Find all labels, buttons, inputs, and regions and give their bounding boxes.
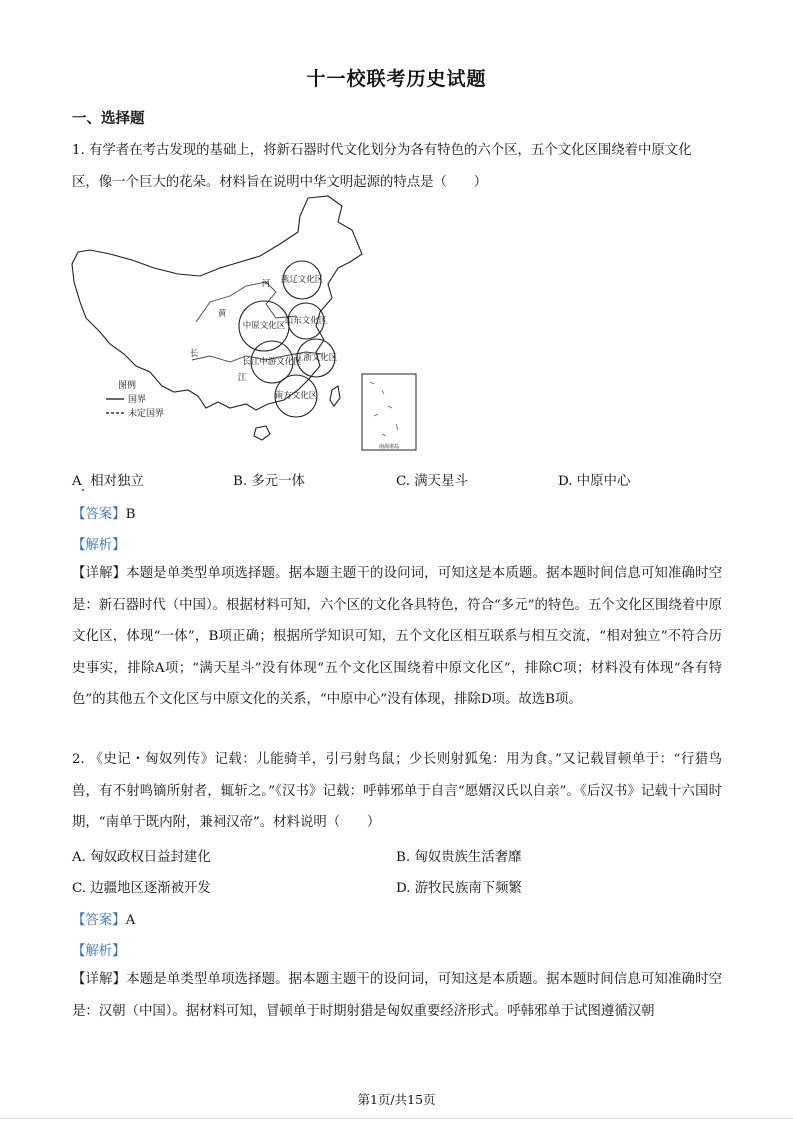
legend-border: 国界 [128, 395, 147, 405]
map-label-shandong: 山东文化区 [284, 316, 328, 326]
q1-detail-text: 本题是单类型单项选择题。据本题主题干的设问词，可知这是本质题。据本题时间信息可知准确时空是：新石器时代（中国）。根据材料可知，六个区的文化各具特色，符合“多元”的特色。五个文化区围绕着中原文化区，体现“一体”，B项正确；根据所学知识可知，五个文化区相互联系与相互交流，“相对独立”不符合历史事实，排除A项；“满天星斗”没有体现“五个文化区围绕着中原文化区”，排除C项；材料没有体现“各有特色”的其他五个文化区与中原文化的关系，“中原中心”没有体现，排除D项。故选B项。 [72, 566, 723, 707]
q2-option-d-letter: D. [396, 881, 411, 896]
q1-option-d [558, 470, 630, 489]
q2-detail-text: 本题是单类型单项选择题。据本题主题干的设问词，可知这是本质题。据本题时间信息可知准确时空是：汉朝（中国）。据材料可知，冒顿单于时期射猎是匈奴重要经济形式。呼韩邪单于试图遵循汉朝 [72, 972, 723, 1019]
q1-analysis-label: 【解析】 [72, 538, 126, 553]
footer-rule [0, 1118, 793, 1119]
inset-frame [362, 374, 416, 450]
q1-option-b [233, 470, 305, 489]
stray-dot [82, 489, 84, 491]
q1-option-a-text: 相对独立 [90, 474, 144, 489]
q2-analysis-label: 【解析】 [72, 944, 126, 959]
q1-detail-label: 【详解】 [72, 566, 127, 581]
q1-option-c-letter: C. [396, 474, 411, 489]
q1-option-b-text: 多元一体 [251, 474, 305, 489]
legend-undefined-border: 未定国界 [128, 409, 165, 419]
map-label-chang: 长 [189, 349, 199, 359]
q1-option-a-letter: A [72, 474, 82, 489]
q2-detail-label: 【详解】 [72, 972, 127, 987]
map-label-yanliao: 燕辽文化区 [280, 275, 324, 285]
q2-option-a-text: 匈奴政权日益封建化 [90, 850, 211, 865]
q2-answer-value: A [125, 913, 136, 928]
q1-detail [72, 558, 722, 716]
q2-answer [72, 909, 135, 928]
page-title: 十一校联考历史试题 [306, 68, 487, 90]
legend-title: 图例 [118, 381, 137, 391]
yellow-river [196, 282, 296, 322]
q2-option-b-text: 匈奴贵族生活奢靡 [414, 850, 522, 865]
q1-option-d-letter: D. [558, 474, 573, 489]
q1-answer [72, 503, 135, 522]
q1-option-c-text: 满天星斗 [414, 474, 468, 489]
china-outline [72, 196, 362, 410]
q1-stem-line2: 区，像一个巨大的花朵。材料旨在说明中华文明起源的特点是（ ） [72, 175, 488, 190]
q2-option-c [72, 877, 211, 896]
map-label-zhongyuan: 中原文化区 [242, 321, 286, 331]
map-label-changjiang: 长江中游文化区 [242, 357, 302, 367]
q2-option-c-letter: C. [72, 881, 87, 896]
q2-option-a-letter: A. [72, 850, 86, 865]
page-footer: 第1页/共15页 [357, 1092, 436, 1107]
map-label-jiang: 江 [237, 373, 247, 383]
q1-answer-label: 【答案】 [72, 507, 126, 522]
q2-detail [72, 964, 722, 1027]
taiwan-island [330, 386, 340, 406]
q2-option-d [396, 877, 522, 896]
q2-answer-label: 【答案】 [72, 913, 126, 928]
q1-option-a [72, 470, 144, 489]
map-label-he: 河 [261, 279, 271, 289]
china-map-figure [70, 194, 430, 456]
q2-option-d-text: 游牧民族南下频繁 [414, 881, 522, 896]
section-heading: 一、选择题 [72, 111, 145, 127]
q1-option-d-text: 中原中心 [576, 474, 631, 489]
hainan-island [254, 426, 270, 440]
q2-stem: 2. 《史记・匈奴列传》记载：儿能骑羊，引弓射鸟鼠；少长则射狐兔：用为食。”又记载冒顿单于：“行猎鸟兽，有不射鸣镝所射者，辄斩之。”《汉书》记载：呼韩邪单于自言“愿婿汉氏以自亲”。《后汉书》记载十六国时期，“南单于既内附，兼祠汉帝”。材料说明（ ） [72, 752, 722, 830]
inset-caption: 南海诸岛 [378, 444, 400, 450]
q2-option-a [72, 846, 211, 865]
q1-option-c [396, 470, 468, 489]
q2-option-b [396, 846, 522, 865]
q1-stem-line1: 1. 有学者在考古发现的基础上，将新石器时代文化划分为各有特色的六个区，五个文化区围绕着中原文化 [72, 143, 692, 158]
q2-option-b-letter: B. [396, 850, 411, 865]
map-label-nanfang: 南方文化区 [274, 391, 318, 401]
map-label-huang: 黄 [217, 309, 227, 319]
q2-option-c-text: 边疆地区逐渐被开发 [90, 881, 211, 896]
q1-option-b-letter: B. [233, 474, 248, 489]
map-label-jiangzhe: 江浙文化区 [294, 353, 338, 363]
q1-answer-value: B [125, 507, 136, 522]
